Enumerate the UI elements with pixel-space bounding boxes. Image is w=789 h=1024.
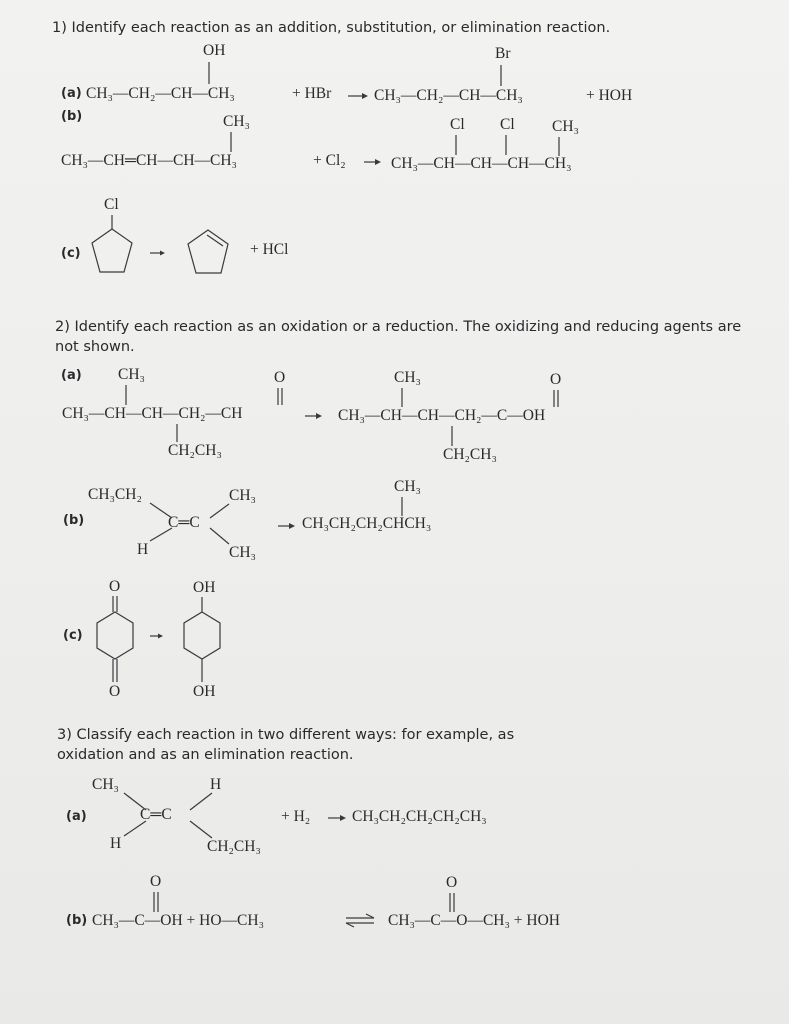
q1a-label: (a) xyxy=(61,86,82,101)
q2b-ethyl-group: CH₃CH₂ xyxy=(88,486,142,503)
q2c-cyclohexane-ring xyxy=(184,612,220,659)
q2a-label: (a) xyxy=(61,368,82,383)
q1c-cl-substituent: Cl xyxy=(104,196,119,213)
q2c-oxo-top: O xyxy=(109,578,121,595)
q1b-reagent: + Cl₂ xyxy=(313,152,346,169)
q1b-arrow-head xyxy=(375,159,381,165)
q2b-product: CH₃CH₂CH₂CHCH₃ xyxy=(302,515,432,532)
q3b-products: CH₃—C—O—CH₃ + HOH xyxy=(388,912,560,929)
q1a-arrow-head xyxy=(362,93,368,99)
q3a-hydrogen-bottom: H xyxy=(110,835,122,852)
q1a-reagent: + HBr xyxy=(292,85,332,102)
q2c-hydroxyl-top: OH xyxy=(193,579,216,596)
q2a-product: CH₃—CH—CH—CH₂—C—OH xyxy=(338,407,546,424)
q3b-label: (b) xyxy=(66,913,88,928)
q3a-ethyl: CH₂CH₃ xyxy=(207,838,261,855)
q2c-quinone-ring xyxy=(97,612,133,659)
q1b-ch3-branch: CH₃ xyxy=(223,113,250,130)
q2a-ch3-branch: CH₃ xyxy=(118,366,145,383)
q1c-cyclopentene-ring xyxy=(188,230,228,273)
q2c-label: (c) xyxy=(63,628,83,643)
question-2-prompt-line-2: not shown. xyxy=(55,339,135,355)
question-2-prompt-line-1: 2) Identify each reaction as an oxidation or a reduction. The oxidizing and reducing agents are xyxy=(55,319,742,335)
q3a-bond-top-right xyxy=(190,793,212,810)
q2a-reactant: CH₃—CH—CH—CH₂—CH xyxy=(62,405,243,422)
q2b-bond-top-left xyxy=(150,503,172,518)
q3a-bond-bottom-left xyxy=(124,821,146,836)
question-3-prompt-line-2: oxidation and as an elimination reaction. xyxy=(57,747,354,763)
q3a-bond-bottom-right xyxy=(190,821,212,838)
q1c-ring-double-bond xyxy=(207,235,223,246)
q2a-arrow-head xyxy=(316,413,322,419)
q2b-product-branch: CH₃ xyxy=(394,478,421,495)
q2a-acid-o: O xyxy=(550,371,562,388)
q1c-cyclopentane-ring xyxy=(92,229,132,272)
q1c-byproduct: + HCl xyxy=(250,241,289,258)
q3a-bond-top-left xyxy=(124,793,146,810)
q2b-methyl-bottom: CH₃ xyxy=(229,544,256,561)
q1a-product: CH₃—CH₂—CH—CH₃ xyxy=(374,87,523,104)
q2b-arrow-head xyxy=(289,523,295,529)
q3a-double-bond: C═C xyxy=(140,806,172,823)
q3a-hydrogen-top: H xyxy=(210,776,222,793)
q2c-oxo-bottom: O xyxy=(109,683,121,700)
q1a-br-group: Br xyxy=(495,45,511,62)
q2b-bond-top-right xyxy=(210,504,229,518)
question-3-prompt-line-1: 3) Classify each reaction in two different ways: for example, as xyxy=(57,727,515,743)
q1b-cl-left: Cl xyxy=(450,116,465,133)
q3b-ester-o: O xyxy=(446,874,458,891)
q2b-hydrogen: H xyxy=(137,541,149,558)
q3a-product: CH₃CH₂CH₂CH₂CH₃ xyxy=(352,808,487,825)
q3a-reagent: + H₂ xyxy=(281,808,311,825)
q1b-cl-right: Cl xyxy=(500,116,515,133)
q2b-methyl-top: CH₃ xyxy=(229,487,256,504)
q2b-double-bond: C═C xyxy=(168,514,200,531)
q1b-product: CH₃—CH—CH—CH—CH₃ xyxy=(391,155,572,172)
q2a-ch3-product-branch: CH₃ xyxy=(394,369,421,386)
q2a-ethyl-product-branch: CH₂CH₃ xyxy=(443,446,497,463)
q2b-bond-bottom-left xyxy=(150,528,172,541)
q3a-methyl: CH₃ xyxy=(92,776,119,793)
q2c-hydroxyl-bottom: OH xyxy=(193,683,216,700)
q1c-label: (c) xyxy=(61,246,81,261)
q2c-arrow-head xyxy=(158,634,163,639)
q2b-bond-bottom-right xyxy=(210,528,229,544)
q1b-reactant: CH₃—CH═CH—CH—CH₃ xyxy=(61,152,237,169)
q1a-reactant: CH₃—CH₂—CH—CH₃ xyxy=(86,85,235,102)
q3a-label: (a) xyxy=(66,809,87,824)
q1b-label: (b) xyxy=(61,109,83,124)
q1c-arrow-head xyxy=(160,251,165,256)
q1a-byproduct: + HOH xyxy=(586,87,633,104)
q3b-acid-o: O xyxy=(150,873,162,890)
q2b-label: (b) xyxy=(63,513,85,528)
q1a-oh-group: OH xyxy=(203,42,226,59)
q3b-reactants: CH₃—C—OH + HO—CH₃ xyxy=(92,912,264,929)
q2a-aldehyde-o: O xyxy=(274,369,286,386)
question-1-prompt: 1) Identify each reaction as an addition, substitution, or elimination reaction. xyxy=(52,20,611,36)
q1b-ch3-product-branch: CH₃ xyxy=(552,118,579,135)
q2a-ethyl-branch: CH₂CH₃ xyxy=(168,442,222,459)
q3a-arrow-head xyxy=(340,815,346,821)
